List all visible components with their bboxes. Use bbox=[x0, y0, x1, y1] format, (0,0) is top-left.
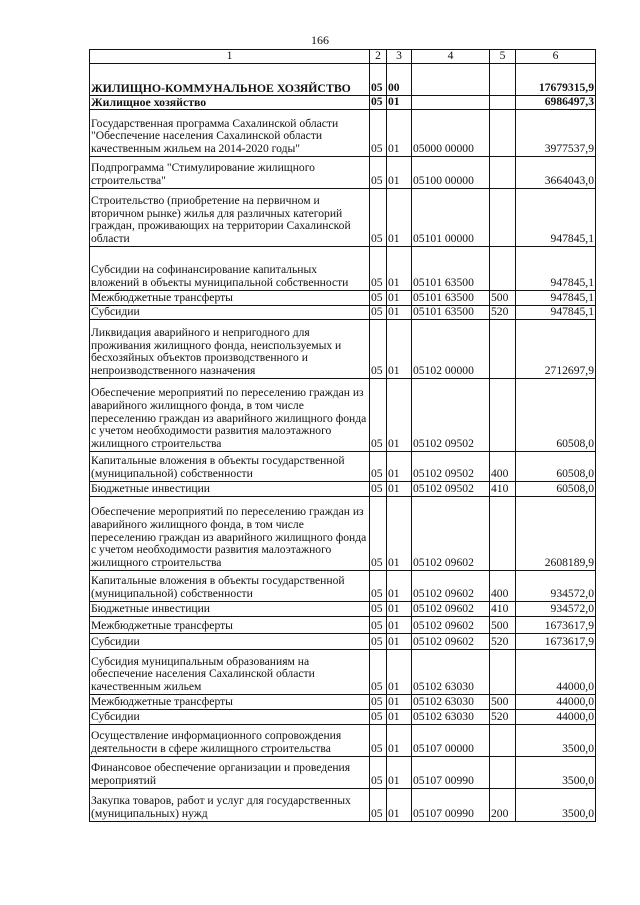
expense-type-cell bbox=[490, 497, 516, 571]
target-item-code-cell: 05102 00000 bbox=[412, 320, 490, 379]
target-item-code-cell: 05000 00000 bbox=[412, 110, 490, 157]
expense-type-cell: 520 bbox=[490, 306, 516, 320]
section-code-cell: 05 bbox=[370, 650, 387, 695]
section-code-cell: 05 bbox=[370, 320, 387, 379]
section-code-cell: 05 bbox=[370, 482, 387, 497]
amount-cell: 60508,0 bbox=[516, 482, 596, 497]
row-name-cell: Капитальные вложения в объекты государственной (муниципальной) собственности bbox=[90, 452, 370, 482]
target-item-code-cell: 05102 09602 bbox=[412, 602, 490, 617]
table-row bbox=[90, 617, 596, 634]
amount-cell: 17679315,9 bbox=[516, 64, 596, 96]
section-code-cell: 05 bbox=[370, 379, 387, 452]
expense-type-cell: 520 bbox=[490, 710, 516, 725]
target-item-code-cell: 05102 09502 bbox=[412, 379, 490, 452]
expense-type-cell bbox=[490, 725, 516, 757]
section-code-cell: 05 bbox=[370, 452, 387, 482]
amount-cell: 3500,0 bbox=[516, 757, 596, 789]
table-row bbox=[90, 710, 596, 725]
amount-cell: 947845,1 bbox=[516, 291, 596, 306]
row-name-cell: Межбюджетные трансферты bbox=[90, 617, 370, 634]
expense-type-cell bbox=[490, 110, 516, 157]
header-col-5: 5 bbox=[490, 50, 516, 64]
expense-type-cell bbox=[490, 64, 516, 96]
target-item-code-cell: 05107 00990 bbox=[412, 789, 490, 822]
budget-table-body bbox=[90, 50, 596, 822]
target-item-code-cell: 05101 00000 bbox=[412, 189, 490, 247]
row-name-cell: Обеспечение мероприятий по переселению граждан из аварийного жилищного фонда, в том числе переселению граждан из аварийного жилищного фонда с учетом необходимости развития малоэтажного жилищного строительства bbox=[90, 379, 370, 452]
amount-cell: 44000,0 bbox=[516, 710, 596, 725]
section-code-cell: 05 bbox=[370, 110, 387, 157]
target-item-code-cell: 05102 09602 bbox=[412, 634, 490, 650]
table-row bbox=[90, 695, 596, 710]
table-row bbox=[90, 650, 596, 695]
target-item-code-cell: 05102 09602 bbox=[412, 571, 490, 602]
expense-type-cell: 500 bbox=[490, 695, 516, 710]
target-item-code-cell: 05107 00000 bbox=[412, 725, 490, 757]
row-name-cell: Субсидии на софинансирование капитальных вложений в объекты муниципальной собственности bbox=[90, 247, 370, 291]
table-row bbox=[90, 247, 596, 291]
section-code-cell: 05 bbox=[370, 157, 387, 189]
row-name-cell: Субсидии bbox=[90, 306, 370, 320]
amount-cell: 3500,0 bbox=[516, 725, 596, 757]
table-row bbox=[90, 157, 596, 189]
row-name-cell: Финансовое обеспечение организации и проведения мероприятий bbox=[90, 757, 370, 789]
subsection-code-cell: 01 bbox=[387, 602, 412, 617]
section-code-cell: 05 bbox=[370, 757, 387, 789]
table-row bbox=[90, 482, 596, 497]
subsection-code-cell: 01 bbox=[387, 617, 412, 634]
row-name-cell: Бюджетные инвестиции bbox=[90, 482, 370, 497]
amount-cell: 3977537,9 bbox=[516, 110, 596, 157]
table-row bbox=[90, 306, 596, 320]
row-name-cell: Субсидия муниципальным образованиям на обеспечение населения Сахалинской области качественным жильем bbox=[90, 650, 370, 695]
subsection-code-cell: 01 bbox=[387, 497, 412, 571]
row-name-cell: Строительство (приобретение на первичном и вторичном рынке) жилья для различных категорий граждан, проживающих на территории Сахалинской области bbox=[90, 189, 370, 247]
section-code-cell: 05 bbox=[370, 710, 387, 725]
target-item-code-cell: 05102 09602 bbox=[412, 617, 490, 634]
target-item-code-cell: 05102 63030 bbox=[412, 695, 490, 710]
section-code-cell: 05 bbox=[370, 64, 387, 96]
table-row bbox=[90, 110, 596, 157]
amount-cell: 6986497,3 bbox=[516, 96, 596, 110]
table-row bbox=[90, 497, 596, 571]
expense-type-cell: 410 bbox=[490, 482, 516, 497]
row-name-cell: Межбюджетные трансферты bbox=[90, 695, 370, 710]
amount-cell: 947845,1 bbox=[516, 189, 596, 247]
table-row bbox=[90, 452, 596, 482]
amount-cell: 1673617,9 bbox=[516, 634, 596, 650]
expense-type-cell bbox=[490, 247, 516, 291]
expense-type-cell: 500 bbox=[490, 291, 516, 306]
subsection-code-cell: 01 bbox=[387, 320, 412, 379]
subsection-code-cell: 01 bbox=[387, 789, 412, 822]
amount-cell: 947845,1 bbox=[516, 247, 596, 291]
target-item-code-cell bbox=[412, 64, 490, 96]
subsection-code-cell: 01 bbox=[387, 247, 412, 291]
table-row bbox=[90, 379, 596, 452]
page-number: 166 bbox=[311, 33, 329, 47]
table-row bbox=[90, 634, 596, 650]
subsection-code-cell: 01 bbox=[387, 110, 412, 157]
subsection-code-cell: 01 bbox=[387, 157, 412, 189]
table-header-row bbox=[90, 50, 596, 64]
expense-type-cell bbox=[490, 650, 516, 695]
row-name-cell: Субсидии bbox=[90, 634, 370, 650]
amount-cell: 3500,0 bbox=[516, 789, 596, 822]
table-row bbox=[90, 189, 596, 247]
subsection-code-cell: 01 bbox=[387, 96, 412, 110]
subsection-code-cell: 01 bbox=[387, 379, 412, 452]
row-name-cell: Подпрограмма "Стимулирование жилищного строительства" bbox=[90, 157, 370, 189]
amount-cell: 44000,0 bbox=[516, 650, 596, 695]
section-code-cell: 05 bbox=[370, 96, 387, 110]
row-name-cell: Субсидии bbox=[90, 710, 370, 725]
header-col-4: 4 bbox=[412, 50, 490, 64]
subsection-code-cell: 01 bbox=[387, 571, 412, 602]
section-code-cell: 05 bbox=[370, 617, 387, 634]
section-code-cell: 05 bbox=[370, 189, 387, 247]
expense-type-cell bbox=[490, 157, 516, 189]
subsection-code-cell: 01 bbox=[387, 634, 412, 650]
subsection-code-cell: 01 bbox=[387, 725, 412, 757]
expense-type-cell: 500 bbox=[490, 617, 516, 634]
target-item-code-cell: 05100 00000 bbox=[412, 157, 490, 189]
section-code-cell: 05 bbox=[370, 602, 387, 617]
section-code-cell: 05 bbox=[370, 306, 387, 320]
table-row bbox=[90, 757, 596, 789]
table-row bbox=[90, 725, 596, 757]
amount-cell: 3664043,0 bbox=[516, 157, 596, 189]
table-row bbox=[90, 571, 596, 602]
table-row bbox=[90, 96, 596, 110]
target-item-code-cell: 05101 63500 bbox=[412, 247, 490, 291]
target-item-code-cell bbox=[412, 96, 490, 110]
expense-type-cell bbox=[490, 189, 516, 247]
subsection-code-cell: 01 bbox=[387, 650, 412, 695]
row-name-cell: Государственная программа Сахалинской области "Обеспечение населения Сахалинской области качественным жильем на 2014-2020 годы" bbox=[90, 110, 370, 157]
table-row bbox=[90, 602, 596, 617]
expense-type-cell bbox=[490, 757, 516, 789]
amount-cell: 60508,0 bbox=[516, 379, 596, 452]
budget-table bbox=[89, 49, 596, 822]
section-code-cell: 05 bbox=[370, 634, 387, 650]
row-name-cell: Бюджетные инвестиции bbox=[90, 602, 370, 617]
subsection-code-cell: 01 bbox=[387, 757, 412, 789]
amount-cell: 1673617,9 bbox=[516, 617, 596, 634]
subsection-code-cell: 01 bbox=[387, 452, 412, 482]
section-code-cell: 05 bbox=[370, 497, 387, 571]
table-row bbox=[90, 320, 596, 379]
subsection-code-cell: 01 bbox=[387, 710, 412, 725]
expense-type-cell: 410 bbox=[490, 602, 516, 617]
row-name-cell: Закупка товаров, работ и услуг для государственных (муниципальных) нужд bbox=[90, 789, 370, 822]
header-col-1: 1 bbox=[90, 50, 370, 64]
target-item-code-cell: 05102 09502 bbox=[412, 452, 490, 482]
header-col-3: 3 bbox=[387, 50, 412, 64]
target-item-code-cell: 05102 09602 bbox=[412, 497, 490, 571]
amount-cell: 947845,1 bbox=[516, 306, 596, 320]
expense-type-cell: 400 bbox=[490, 571, 516, 602]
expense-type-cell bbox=[490, 379, 516, 452]
section-code-cell: 05 bbox=[370, 247, 387, 291]
section-code-cell: 05 bbox=[370, 789, 387, 822]
amount-cell: 44000,0 bbox=[516, 695, 596, 710]
amount-cell: 60508,0 bbox=[516, 452, 596, 482]
expense-type-cell bbox=[490, 320, 516, 379]
subsection-code-cell: 01 bbox=[387, 306, 412, 320]
target-item-code-cell: 05107 00990 bbox=[412, 757, 490, 789]
table-row bbox=[90, 789, 596, 822]
row-name-cell: ЖИЛИЩНО-КОММУНАЛЬНОЕ ХОЗЯЙСТВО bbox=[90, 64, 370, 96]
target-item-code-cell: 05101 63500 bbox=[412, 306, 490, 320]
amount-cell: 934572,0 bbox=[516, 602, 596, 617]
subsection-code-cell: 01 bbox=[387, 482, 412, 497]
subsection-code-cell: 01 bbox=[387, 189, 412, 247]
section-code-cell: 05 bbox=[370, 291, 387, 306]
section-code-cell: 05 bbox=[370, 695, 387, 710]
target-item-code-cell: 05102 63030 bbox=[412, 650, 490, 695]
expense-type-cell: 400 bbox=[490, 452, 516, 482]
header-col-2: 2 bbox=[370, 50, 387, 64]
section-code-cell: 05 bbox=[370, 725, 387, 757]
header-col-6: 6 bbox=[516, 50, 596, 64]
amount-cell: 2712697,9 bbox=[516, 320, 596, 379]
expense-type-cell: 200 bbox=[490, 789, 516, 822]
subsection-code-cell: 01 bbox=[387, 291, 412, 306]
subsection-code-cell: 01 bbox=[387, 695, 412, 710]
table-row bbox=[90, 291, 596, 306]
table-row bbox=[90, 64, 596, 96]
amount-cell: 2608189,9 bbox=[516, 497, 596, 571]
row-name-cell: Обеспечение мероприятий по переселению граждан из аварийного жилищного фонда, в том числе переселению граждан из аварийного жилищного фонда с учетом необходимости развития малоэтажного жилищного строительства bbox=[90, 497, 370, 571]
row-name-cell: Осуществление информационного сопровождения деятельности в сфере жилищного строительства bbox=[90, 725, 370, 757]
subsection-code-cell: 00 bbox=[387, 64, 412, 96]
section-code-cell: 05 bbox=[370, 571, 387, 602]
amount-cell: 934572,0 bbox=[516, 571, 596, 602]
target-item-code-cell: 05101 63500 bbox=[412, 291, 490, 306]
row-name-cell: Межбюджетные трансферты bbox=[90, 291, 370, 306]
row-name-cell: Капитальные вложения в объекты государственной (муниципальной) собственности bbox=[90, 571, 370, 602]
target-item-code-cell: 05102 09502 bbox=[412, 482, 490, 497]
row-name-cell: Ликвидация аварийного и непригодного для проживания жилищного фонда, неиспользуемых и бесхозяйных объектов производственного и непроизводственного назначения bbox=[90, 320, 370, 379]
expense-type-cell: 520 bbox=[490, 634, 516, 650]
row-name-cell: Жилищное хозяйство bbox=[90, 96, 370, 110]
expense-type-cell bbox=[490, 96, 516, 110]
target-item-code-cell: 05102 63030 bbox=[412, 710, 490, 725]
